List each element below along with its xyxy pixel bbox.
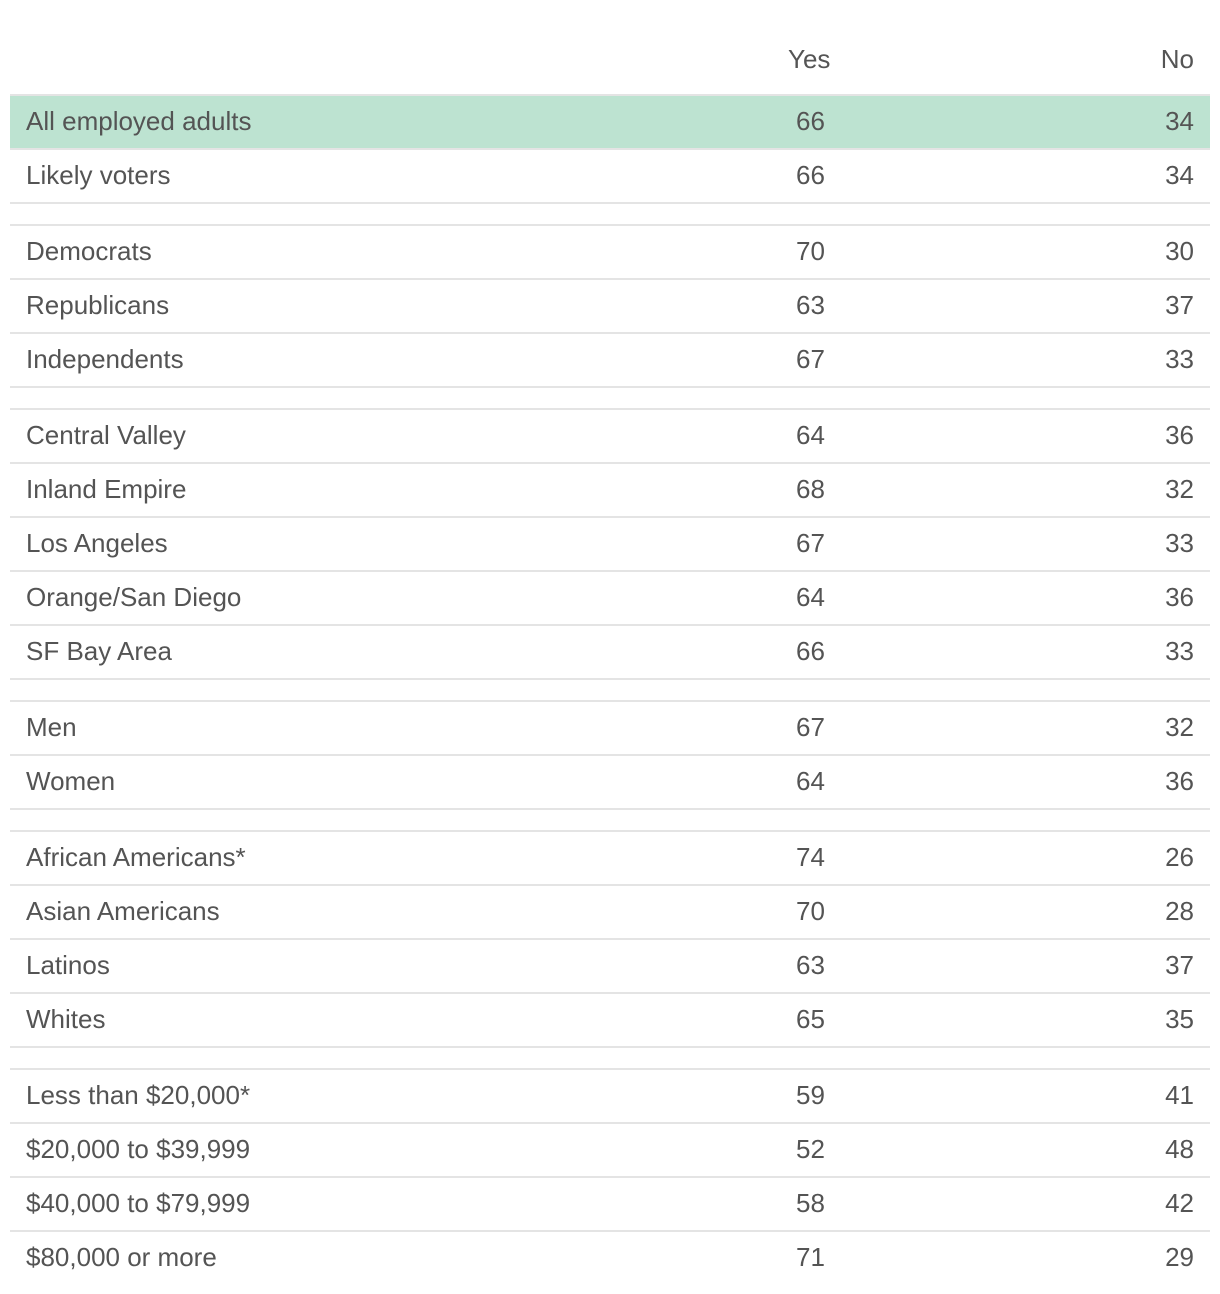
row-yes-value: 70 (796, 896, 825, 926)
row-no-value: 48 (1165, 1134, 1194, 1164)
table-row (10, 886, 1210, 940)
row-yes-value: 67 (796, 712, 825, 742)
row-no-value: 29 (1165, 1242, 1194, 1272)
row-group (10, 1070, 1210, 1286)
row-no-value: 37 (1165, 950, 1194, 980)
row-label: Democrats (26, 236, 152, 266)
table-row (10, 756, 1210, 810)
row-label: Women (26, 766, 116, 796)
row-yes-value: 58 (796, 1188, 825, 1218)
row-label: $20,000 to $39,999 (26, 1134, 251, 1164)
table-row (10, 410, 1210, 464)
table-row (10, 702, 1210, 756)
row-group (10, 96, 1210, 204)
row-yes-value: 63 (796, 290, 825, 320)
row-yes-value: 66 (796, 160, 825, 190)
row-label: All employed adults (26, 106, 252, 136)
row-group (10, 702, 1210, 810)
row-no-value: 30 (1165, 236, 1194, 266)
row-yes-value: 64 (796, 766, 825, 796)
row-label: African Americans* (26, 842, 246, 872)
column-header-no: No (1160, 44, 1194, 74)
row-no-value: 33 (1165, 344, 1194, 374)
group-divider (10, 204, 1210, 226)
table-row (10, 1178, 1210, 1232)
table-row (10, 334, 1210, 388)
row-label: Latinos (26, 950, 110, 980)
row-yes-value: 71 (796, 1242, 825, 1272)
row-label: Likely voters (26, 160, 171, 190)
row-no-value: 26 (1165, 842, 1194, 872)
row-no-value: 37 (1165, 290, 1194, 320)
row-label: Whites (26, 1004, 106, 1034)
row-yes-value: 70 (796, 236, 825, 266)
row-label: Los Angeles (26, 528, 168, 558)
row-no-value: 32 (1165, 712, 1194, 742)
table-row (10, 150, 1210, 204)
row-yes-value: 65 (796, 1004, 825, 1034)
row-no-value: 34 (1165, 160, 1194, 190)
row-no-value: 36 (1165, 420, 1194, 450)
row-label: Inland Empire (26, 474, 187, 504)
table-row (10, 518, 1210, 572)
row-yes-value: 59 (796, 1080, 825, 1110)
row-no-value: 36 (1165, 766, 1194, 796)
row-yes-value: 66 (796, 106, 825, 136)
row-yes-value: 67 (796, 528, 825, 558)
row-yes-value: 63 (796, 950, 825, 980)
row-label: $80,000 or more (26, 1242, 217, 1272)
row-label: $40,000 to $79,999 (26, 1188, 251, 1218)
row-label: Men (26, 712, 77, 742)
table-row (10, 626, 1210, 680)
table-row (10, 832, 1210, 886)
table-row (10, 280, 1210, 334)
row-group (10, 832, 1210, 1048)
table-row (10, 1124, 1210, 1178)
row-label: Central Valley (26, 420, 186, 450)
row-label: Less than $20,000* (26, 1080, 251, 1110)
row-yes-value: 66 (796, 636, 825, 666)
table-row-highlighted (10, 96, 1210, 150)
row-no-value: 34 (1165, 106, 1194, 136)
group-divider (10, 810, 1210, 832)
row-group (10, 410, 1210, 680)
row-yes-value: 52 (796, 1134, 825, 1164)
row-no-value: 36 (1165, 582, 1194, 612)
row-label: Asian Americans (26, 896, 220, 926)
row-label: SF Bay Area (26, 636, 172, 666)
group-divider (10, 1048, 1210, 1070)
row-label: Orange/San Diego (26, 582, 242, 612)
row-no-value: 41 (1165, 1080, 1194, 1110)
table-header (10, 0, 1210, 96)
row-no-value: 42 (1165, 1188, 1194, 1218)
row-no-value: 28 (1165, 896, 1194, 926)
table-row (10, 1232, 1210, 1286)
table-row (10, 940, 1210, 994)
row-no-value: 32 (1165, 474, 1194, 504)
table-row (10, 1070, 1210, 1124)
row-yes-value: 67 (796, 344, 825, 374)
table-row (10, 994, 1210, 1048)
table-row (10, 226, 1210, 280)
row-no-value: 33 (1165, 636, 1194, 666)
table-row (10, 572, 1210, 626)
row-yes-value: 68 (796, 474, 825, 504)
row-label: Independents (26, 344, 184, 374)
row-no-value: 35 (1165, 1004, 1194, 1034)
group-divider (10, 388, 1210, 410)
row-yes-value: 64 (796, 420, 825, 450)
row-no-value: 33 (1165, 528, 1194, 558)
row-yes-value: 74 (796, 842, 825, 872)
column-header-yes: Yes (788, 44, 831, 74)
survey-table (10, 0, 1210, 1286)
row-group (10, 226, 1210, 388)
group-divider (10, 680, 1210, 702)
row-yes-value: 64 (796, 582, 825, 612)
row-label: Republicans (26, 290, 170, 320)
table-row (10, 464, 1210, 518)
